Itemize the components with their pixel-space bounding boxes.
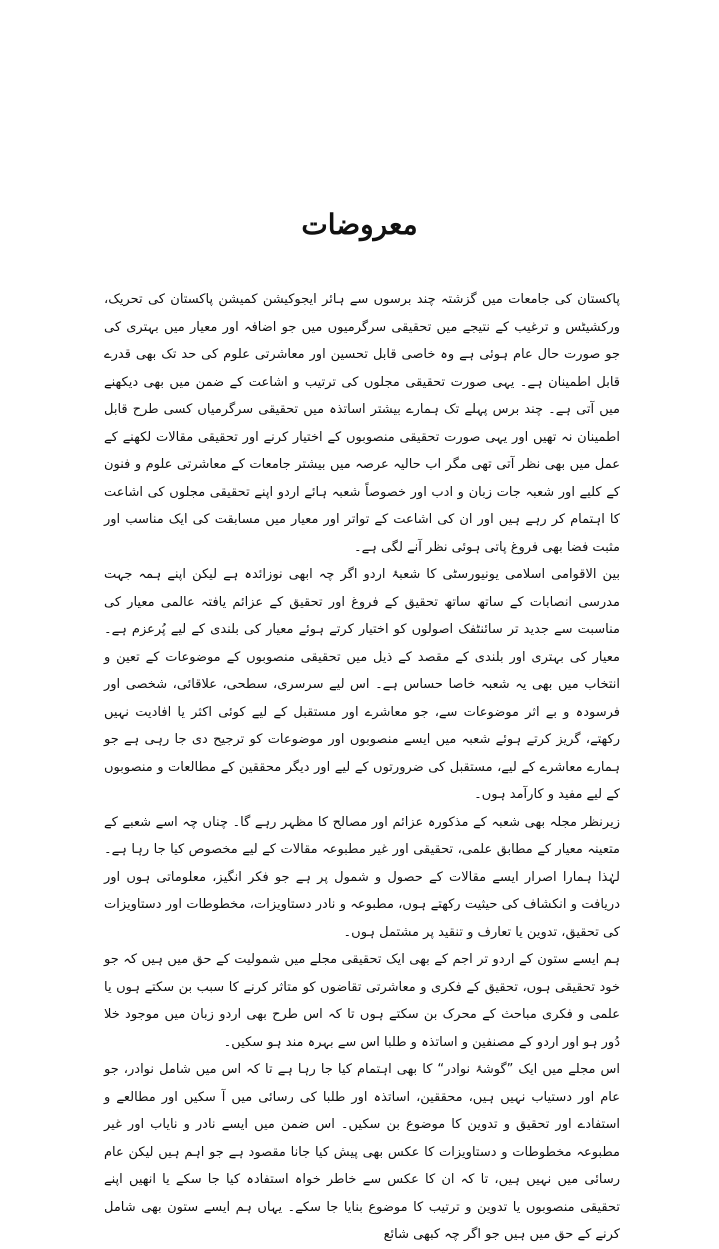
page-title: معروضات bbox=[301, 207, 418, 241]
paragraph: پاکستان کی جامعات میں گزشتہ چند برسوں سے ہائر ایجوکیشن کمیشن پاکستان کی تحریک، ورکشیٹس و ترغیب کے نتیجے میں تحقیقی سرگرمیوں میں جو اضافہ اور معیار میں بہتری کی جو صورت حال عام ہوئی ہے وہ خاصی قابل تحسین اور معاشرتی علوم کی حد تک بھی قدرے قابل اطمینان ہے۔ یہی صورت تحقیقی مجلوں کی ترتیب و اشاعت کے ضمن میں بھی دیکھنے میں آتی ہے۔ چند برس پہلے تک ہمارے بیشتر اساتذہ میں تحقیقی سرگرمیاں کسی طرح قابل اطمینان نہ تھیں اور یہی صورت تحقیقی منصوبوں کے اختیار کرنے اور تحقیقی مقالات لکھنے کے عمل میں بھی نظر آتی تھی مگر اب حالیہ عرصہ میں بیشتر جامعات کے معاشرتی علوم و فنون کے کلیے اور شعبہ جات زبان و ادب اور خصوصاً شعبہ ہائے اردو اپنے تحقیقی مجلوں کی اشاعت کا اہتمام کر رہے ہیں اور ان کی اشاعت کے تواتر اور معیار میں مسابقت کی ایک مناسب اور مثبت فضا بھی فروغ پاتی ہوئی نظر آنے لگی ہے۔ bbox=[104, 292, 620, 555]
paragraph: زیرنظر مجلہ بھی شعبہ کے مذکورہ عزائم اور مصالح کا مظہر رہے گا۔ چناں چہ اسے شعبے کے متعینہ معیار کے مطابق علمی، تحقیقی اور غیر مطبوعہ مقالات کے لیے مخصوص کیا جا رہا ہے۔ لہٰذا ہمارا اصرار ایسے مقالات کے حصول و شمول پر ہے جو فکر انگیز، معلوماتی ہوں اور دریافت و انکشاف کی حیثیت رکھتے ہوں، مطبوعہ و نادر دستاویزات، مخطوطات اور دستاویزات کی تحقیق، تدوین یا تعارف و تنقید پر مشتمل ہوں۔ bbox=[104, 814, 620, 940]
body-text bbox=[104, 286, 620, 1249]
paragraph: اس مجلے میں ایک ”گوشۂ نوادر“ کا بھی اہتمام کیا جا رہا ہے تا کہ اس میں شامل نوادر، جو عام اور دستیاب نہیں ہیں، محققین، اساتذہ اور طلبا کی رسائی میں آ سکیں اور مطالعے و استفادے اور تحقیق و تدوین کا موضوع بن سکیں۔ اس ضمن میں ایسے نادر و نایاب اور غیر مطبوعہ مخطوطات و دستاویزات کا عکس بھی پیش کیا جانا مقصود ہے جو اہم ہیں لیکن عام رسائی میں نہیں ہیں، تا کہ ان کا عکس سے خاطر خواہ استفادہ کیا جا سکے یا انھیں اپنے تحقیقی منصوبوں یا تدوین و ترتیب کا موضوع بنایا جا سکے۔ یہاں ہم ایسے ستون بھی شامل کرنے کے حق میں ہیں جو اگر چہ کبھی شائع bbox=[104, 1062, 620, 1242]
paragraph: ہم ایسے ستون کے اردو تر اجم کے بھی ایک تحقیقی مجلے میں شمولیت کے حق میں ہیں کہ جو خود تحقیقی ہوں، تحقیق کے فکری و معاشرتی تقاضوں کو متاثر کرنے کا سبب بن سکتے ہوں یا علمی و فکری مباحث کے محرک بن سکتے ہوں تا کہ اس طرح بھی اردو زبان میں موجود خلا دُور ہو اور اردو کے مصنفین و اساتذہ و طلبا اس سے بہرہ مند ہو سکیں۔ bbox=[104, 952, 620, 1050]
paragraph: بین الاقوامی اسلامی یونیورسٹی کا شعبۂ اردو اگر چہ ابھی نوزائدہ ہے لیکن اپنے ہمہ جہت مدرسی انصابات کے ساتھ ساتھ تحقیق کے فروغ اور تحقیق کے عزائم یافتہ عالمی معیار کی مناسبت سے جدید تر سائنٹفک اصولوں کو اختیار کرتے ہوئے معیار کی بلندی کے لیے پُرعزم ہے۔ معیار کی بہتری اور بلندی کے مقصد کے ذیل میں تحقیقی منصوبوں کے موضوعات کے تعین و انتخاب میں بھی یہ شعبہ خاصا حساس ہے۔ اس لیے سرسری، سطحی، علاقائی، شخصی اور فرسودہ و بے اثر موضوعات سے، جو معاشرے اور مستقبل کے لیے کوئی اکثر یا افادیت نہیں رکھتے، گریز کرتے ہوئے شعبہ میں ایسے منصوبوں اور موضوعات کو ترجیح دی جا رہی ہے جو ہمارے معاشرے کے لیے، مستقبل کی ضرورتوں کے لیے اور دیگر محققین کے مطالعات و منصوبوں کے لیے مفید و کارآمد ہوں۔ bbox=[104, 567, 620, 802]
